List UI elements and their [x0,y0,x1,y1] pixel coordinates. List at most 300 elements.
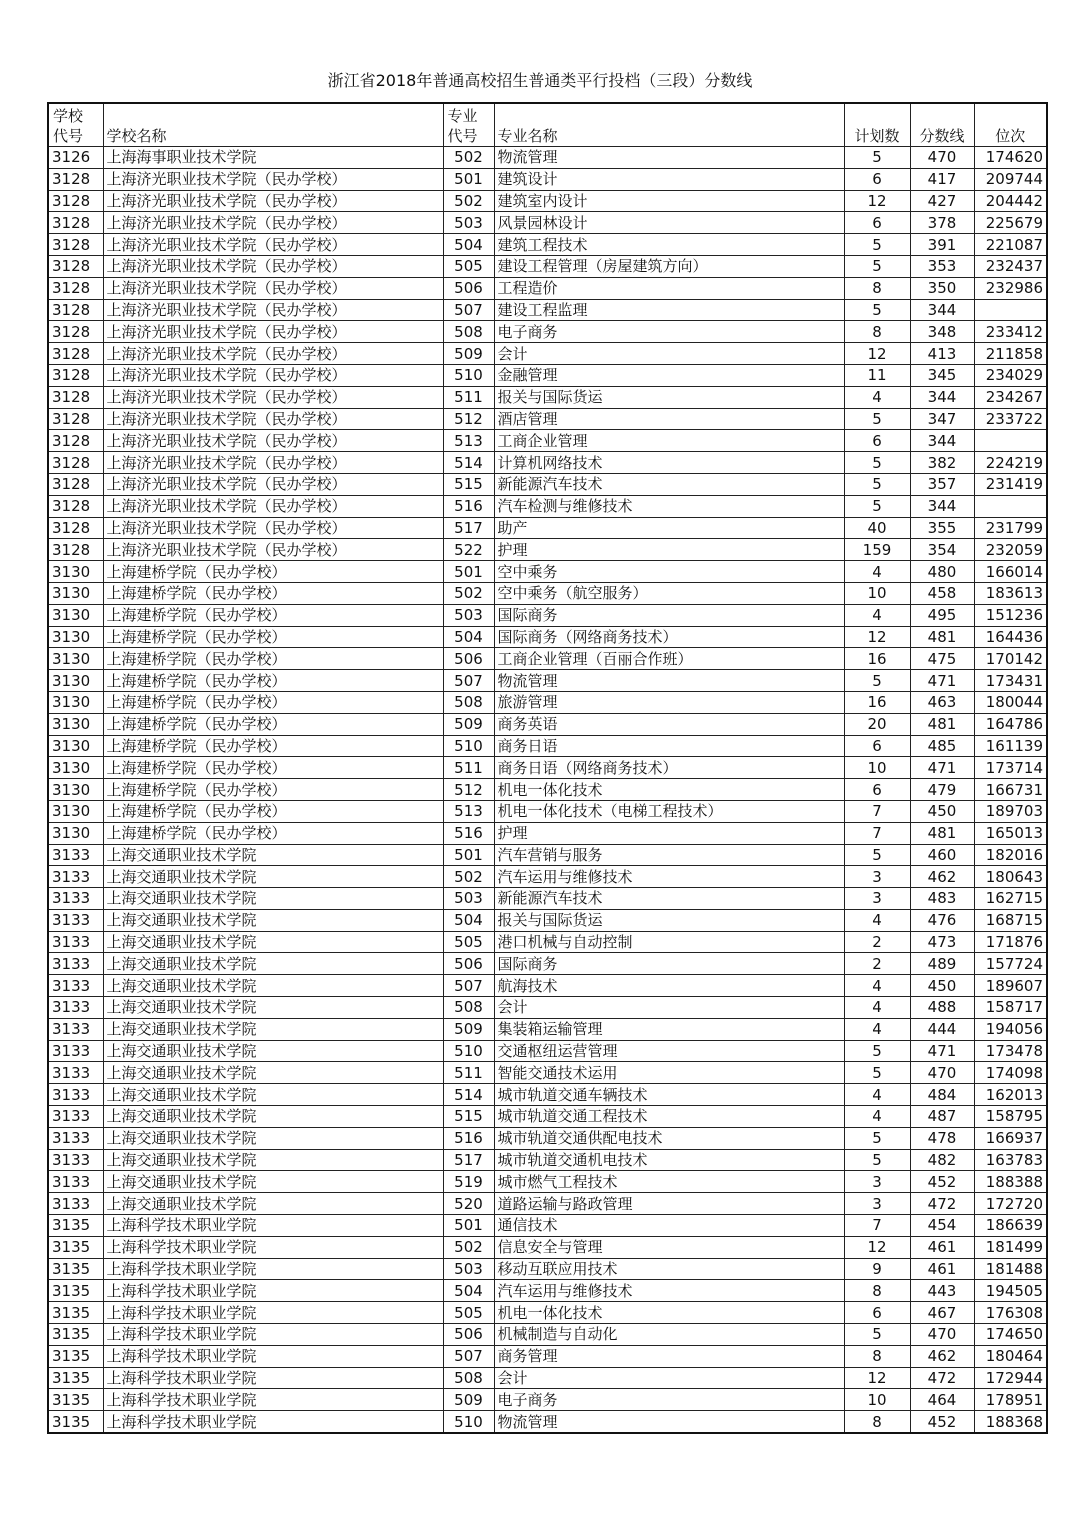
cell-major-code: 508 [443,1367,494,1389]
cell-score: 452 [910,1171,974,1193]
cell-major-name: 新能源汽车技术 [494,888,844,910]
cell-major-name: 助产 [494,517,844,539]
cell-major-code: 504 [443,234,494,256]
cell-rank: 180643 [974,866,1047,888]
table-row [48,386,1047,408]
cell-school-name: 上海建桥学院（民办学校） [103,800,443,822]
cell-school-name: 上海建桥学院（民办学校） [103,779,443,801]
cell-major-code: 507 [443,670,494,692]
cell-score: 470 [910,147,974,169]
cell-rank: 221087 [974,234,1047,256]
cell-plan: 6 [844,168,910,190]
cell-major-name: 国际商务 [494,604,844,626]
cell-score: 489 [910,953,974,975]
cell-rank: 232059 [974,539,1047,561]
cell-score: 357 [910,473,974,495]
cell-major-name: 物流管理 [494,147,844,169]
cell-score: 462 [910,866,974,888]
cell-score: 481 [910,822,974,844]
header-major-code-line2: 代号 [447,127,478,145]
cell-school-name: 上海交通职业技术学院 [103,1040,443,1062]
table-row [48,713,1047,735]
cell-major-code: 509 [443,713,494,735]
cell-major-code: 517 [443,1149,494,1171]
table-row [48,517,1047,539]
cell-school-name: 上海科学技术职业学院 [103,1324,443,1346]
cell-plan: 5 [844,299,910,321]
cell-major-name: 电子商务 [494,321,844,343]
table-row [48,277,1047,299]
cell-score: 488 [910,997,974,1019]
cell-plan: 11 [844,364,910,386]
cell-school-code: 3128 [48,452,103,474]
cell-rank: 166937 [974,1127,1047,1149]
cell-school-name: 上海济光职业技术学院（民办学校） [103,495,443,517]
cell-major-name: 工商企业管理（百丽合作班） [494,648,844,670]
cell-school-code: 3135 [48,1367,103,1389]
header-school-code [48,103,103,147]
cell-major-code: 510 [443,364,494,386]
cell-major-name: 道路运输与路政管理 [494,1193,844,1215]
table-row [48,539,1047,561]
cell-school-code: 3130 [48,626,103,648]
cell-rank: 188368 [974,1411,1047,1433]
cell-rank: 186639 [974,1215,1047,1237]
cell-school-code: 3130 [48,604,103,626]
cell-major-name: 汽车检测与维修技术 [494,495,844,517]
cell-school-code: 3128 [48,212,103,234]
cell-school-name: 上海建桥学院（民办学校） [103,822,443,844]
cell-major-name: 汽车运用与维修技术 [494,1280,844,1302]
cell-major-name: 交通枢纽运营管理 [494,1040,844,1062]
cell-major-name: 报关与国际货运 [494,909,844,931]
cell-score: 472 [910,1193,974,1215]
cell-score: 464 [910,1389,974,1411]
table-row [48,299,1047,321]
table-row [48,953,1047,975]
header-school-code-line2: 代号 [53,127,84,145]
cell-school-code: 3130 [48,757,103,779]
document-title: 浙江省2018年普通高校招生普通类平行投档（三段）分数线 [327,71,753,90]
cell-major-name: 商务管理 [494,1345,844,1367]
header-row [48,103,1047,147]
cell-score: 450 [910,975,974,997]
cell-score: 462 [910,1345,974,1367]
cell-rank: 173431 [974,670,1047,692]
cell-score: 348 [910,321,974,343]
cell-major-name: 国际商务（网络商务技术） [494,626,844,648]
cell-plan: 3 [844,866,910,888]
cell-school-code: 3135 [48,1324,103,1346]
cell-major-name: 会计 [494,997,844,1019]
cell-plan: 5 [844,452,910,474]
table-row [48,1127,1047,1149]
cell-school-name: 上海建桥学院（民办学校） [103,561,443,583]
cell-major-name: 建筑室内设计 [494,190,844,212]
cell-score: 378 [910,212,974,234]
table-row [48,1411,1047,1433]
cell-rank: 176308 [974,1302,1047,1324]
table-row [48,779,1047,801]
cell-score: 344 [910,299,974,321]
table-row [48,997,1047,1019]
cell-school-code: 3135 [48,1389,103,1411]
cell-score: 452 [910,1411,974,1433]
cell-rank: 209744 [974,168,1047,190]
table-row [48,604,1047,626]
cell-school-code: 3133 [48,1062,103,1084]
cell-major-name: 物流管理 [494,670,844,692]
cell-school-code: 3133 [48,1127,103,1149]
cell-rank: 164436 [974,626,1047,648]
cell-plan: 8 [844,1345,910,1367]
cell-major-name: 酒店管理 [494,408,844,430]
table-row [48,822,1047,844]
cell-score: 458 [910,582,974,604]
cell-rank: 170142 [974,648,1047,670]
table-row [48,430,1047,452]
cell-major-name: 护理 [494,822,844,844]
cell-score: 417 [910,168,974,190]
cell-school-code: 3133 [48,997,103,1019]
cell-rank: 174620 [974,147,1047,169]
cell-rank: 166014 [974,561,1047,583]
cell-school-name: 上海济光职业技术学院（民办学校） [103,277,443,299]
cell-rank: 158795 [974,1106,1047,1128]
cell-rank: 165013 [974,822,1047,844]
table-row [48,582,1047,604]
table-row [48,909,1047,931]
cell-plan: 2 [844,953,910,975]
cell-school-code: 3128 [48,255,103,277]
cell-plan: 6 [844,212,910,234]
cell-school-code: 3135 [48,1280,103,1302]
cell-major-name: 建筑工程技术 [494,234,844,256]
cell-plan: 5 [844,1062,910,1084]
cell-school-name: 上海科学技术职业学院 [103,1389,443,1411]
cell-score: 461 [910,1258,974,1280]
cell-major-name: 会计 [494,343,844,365]
table-row [48,561,1047,583]
cell-school-code: 3130 [48,822,103,844]
table-row [48,1258,1047,1280]
cell-plan: 8 [844,1411,910,1433]
cell-school-name: 上海济光职业技术学院（民办学校） [103,364,443,386]
cell-rank: 232986 [974,277,1047,299]
cell-school-name: 上海济光职业技术学院（民办学校） [103,430,443,452]
cell-school-code: 3128 [48,277,103,299]
cell-major-code: 512 [443,408,494,430]
cell-school-name: 上海科学技术职业学院 [103,1367,443,1389]
table-row [48,800,1047,822]
cell-major-name: 城市燃气工程技术 [494,1171,844,1193]
cell-major-name: 风景园林设计 [494,212,844,234]
cell-major-code: 516 [443,1127,494,1149]
cell-rank: 172720 [974,1193,1047,1215]
cell-score: 350 [910,277,974,299]
table-row [48,147,1047,169]
cell-score: 354 [910,539,974,561]
table-row [48,255,1047,277]
cell-school-name: 上海科学技术职业学院 [103,1345,443,1367]
cell-school-name: 上海建桥学院（民办学校） [103,670,443,692]
cell-school-name: 上海济光职业技术学院（民办学校） [103,299,443,321]
cell-rank: 166731 [974,779,1047,801]
table-row [48,866,1047,888]
cell-school-code: 3133 [48,953,103,975]
cell-score: 454 [910,1215,974,1237]
cell-major-code: 509 [443,1018,494,1040]
table-row [48,626,1047,648]
cell-plan: 12 [844,626,910,648]
cell-major-name: 城市轨道交通供配电技术 [494,1127,844,1149]
cell-major-code: 508 [443,997,494,1019]
cell-rank: 194056 [974,1018,1047,1040]
cell-school-code: 3128 [48,364,103,386]
cell-school-name: 上海建桥学院（民办学校） [103,604,443,626]
cell-rank: 157724 [974,953,1047,975]
cell-major-code: 513 [443,800,494,822]
table-row [48,1389,1047,1411]
cell-school-code: 3130 [48,713,103,735]
cell-school-code: 3133 [48,888,103,910]
cell-school-name: 上海交通职业技术学院 [103,1018,443,1040]
cell-rank: 172944 [974,1367,1047,1389]
cell-plan: 4 [844,909,910,931]
cell-rank: 188388 [974,1171,1047,1193]
cell-major-name: 电子商务 [494,1389,844,1411]
table-row [48,757,1047,779]
cell-school-name: 上海济光职业技术学院（民办学校） [103,190,443,212]
cell-rank: 211858 [974,343,1047,365]
cell-school-code: 3133 [48,844,103,866]
cell-major-code: 503 [443,212,494,234]
cell-score: 470 [910,1324,974,1346]
cell-major-name: 通信技术 [494,1215,844,1237]
cell-school-code: 3128 [48,386,103,408]
cell-school-code: 3128 [48,495,103,517]
table-row [48,1215,1047,1237]
cell-school-name: 上海交通职业技术学院 [103,1084,443,1106]
cell-plan: 5 [844,844,910,866]
table-row [48,975,1047,997]
cell-school-code: 3128 [48,234,103,256]
cell-school-code: 3128 [48,430,103,452]
cell-major-code: 503 [443,1258,494,1280]
cell-major-code: 507 [443,1345,494,1367]
cell-plan: 4 [844,1018,910,1040]
cell-plan: 6 [844,735,910,757]
cell-rank: 162715 [974,888,1047,910]
cell-score: 471 [910,757,974,779]
cell-school-code: 3128 [48,190,103,212]
cell-school-code: 3135 [48,1345,103,1367]
cell-rank: 163783 [974,1149,1047,1171]
table-row [48,473,1047,495]
cell-school-name: 上海建桥学院（民办学校） [103,582,443,604]
cell-major-code: 522 [443,539,494,561]
cell-plan: 8 [844,1280,910,1302]
cell-major-code: 509 [443,343,494,365]
cell-score: 470 [910,1062,974,1084]
cell-score: 473 [910,931,974,953]
cell-plan: 3 [844,888,910,910]
cell-major-code: 517 [443,517,494,539]
cell-major-name: 建设工程管理（房屋建筑方向） [494,255,844,277]
cell-major-name: 报关与国际货运 [494,386,844,408]
cell-school-code: 3133 [48,909,103,931]
cell-rank: 151236 [974,604,1047,626]
cell-major-code: 511 [443,1062,494,1084]
cell-major-code: 514 [443,452,494,474]
cell-rank: 168715 [974,909,1047,931]
cell-major-code: 519 [443,1171,494,1193]
cell-rank: 161139 [974,735,1047,757]
cell-major-code: 502 [443,1236,494,1258]
cell-school-code: 3130 [48,561,103,583]
cell-rank: 164786 [974,713,1047,735]
cell-major-code: 506 [443,953,494,975]
cell-school-code: 3128 [48,473,103,495]
cell-school-code: 3135 [48,1236,103,1258]
cell-score: 481 [910,626,974,648]
cell-school-code: 3128 [48,343,103,365]
cell-plan: 3 [844,1171,910,1193]
table-row [48,1324,1047,1346]
cell-plan: 5 [844,473,910,495]
cell-major-name: 机械制造与自动化 [494,1324,844,1346]
cell-score: 480 [910,561,974,583]
cell-rank: 173478 [974,1040,1047,1062]
cell-rank: 173714 [974,757,1047,779]
cell-school-code: 3133 [48,866,103,888]
cell-rank: 181499 [974,1236,1047,1258]
cell-major-name: 信息安全与管理 [494,1236,844,1258]
header-school-name: 学校名称 [103,103,443,147]
cell-rank: 158717 [974,997,1047,1019]
cell-major-code: 510 [443,1040,494,1062]
cell-plan: 5 [844,1127,910,1149]
cell-rank: 231419 [974,473,1047,495]
cell-major-name: 港口机械与自动控制 [494,931,844,953]
cell-major-code: 506 [443,277,494,299]
cell-score: 344 [910,495,974,517]
cell-rank: 233722 [974,408,1047,430]
cell-school-name: 上海建桥学院（民办学校） [103,713,443,735]
cell-plan: 5 [844,234,910,256]
cell-school-name: 上海济光职业技术学院（民办学校） [103,321,443,343]
cell-score: 391 [910,234,974,256]
cell-score: 472 [910,1367,974,1389]
cell-score: 344 [910,430,974,452]
table-row [48,364,1047,386]
table-row [48,844,1047,866]
cell-school-name: 上海建桥学院（民办学校） [103,691,443,713]
table-row [48,1345,1047,1367]
cell-major-name: 汽车营销与服务 [494,844,844,866]
cell-rank: 232437 [974,255,1047,277]
cell-major-code: 501 [443,1215,494,1237]
cell-plan: 10 [844,757,910,779]
cell-rank: 234029 [974,364,1047,386]
cell-major-name: 商务英语 [494,713,844,735]
cell-school-name: 上海交通职业技术学院 [103,1127,443,1149]
cell-school-name: 上海济光职业技术学院（民办学校） [103,212,443,234]
cell-rank: 224219 [974,452,1047,474]
cell-rank: 162013 [974,1084,1047,1106]
cell-school-name: 上海交通职业技术学院 [103,1062,443,1084]
cell-rank: 171876 [974,931,1047,953]
cell-score: 347 [910,408,974,430]
cell-major-code: 505 [443,1302,494,1324]
cell-plan: 5 [844,1324,910,1346]
header-school-code-line1: 学校 [53,107,84,125]
table-row [48,343,1047,365]
cell-school-name: 上海交通职业技术学院 [103,1106,443,1128]
cell-major-code: 506 [443,1324,494,1346]
cell-plan: 20 [844,713,910,735]
cell-rank: 194505 [974,1280,1047,1302]
cell-score: 450 [910,800,974,822]
cell-score: 476 [910,909,974,931]
cell-major-code: 508 [443,321,494,343]
cell-school-name: 上海交通职业技术学院 [103,844,443,866]
cell-school-name: 上海交通职业技术学院 [103,1193,443,1215]
cell-school-name: 上海济光职业技术学院（民办学校） [103,386,443,408]
cell-school-code: 3133 [48,1106,103,1128]
cell-school-code: 3130 [48,800,103,822]
cell-plan: 2 [844,931,910,953]
cell-plan: 6 [844,1302,910,1324]
header-score: 分数线 [910,103,974,147]
cell-major-code: 520 [443,1193,494,1215]
cell-major-name: 商务日语（网络商务技术） [494,757,844,779]
cell-plan: 10 [844,582,910,604]
cell-major-code: 514 [443,1084,494,1106]
cell-major-code: 502 [443,147,494,169]
cell-school-name: 上海建桥学院（民办学校） [103,626,443,648]
cell-school-code: 3133 [48,1018,103,1040]
cell-major-code: 502 [443,866,494,888]
cell-plan: 12 [844,1236,910,1258]
cell-score: 495 [910,604,974,626]
cell-school-code: 3133 [48,1040,103,1062]
cell-major-code: 504 [443,626,494,648]
table-row [48,931,1047,953]
cell-rank [974,430,1047,452]
cell-rank: 189607 [974,975,1047,997]
cell-school-name: 上海科学技术职业学院 [103,1236,443,1258]
cell-school-code: 3130 [48,670,103,692]
cell-major-code: 502 [443,582,494,604]
cell-school-code: 3130 [48,735,103,757]
cell-score: 478 [910,1127,974,1149]
cell-major-name: 计算机网络技术 [494,452,844,474]
cell-score: 482 [910,1149,974,1171]
table-row [48,1149,1047,1171]
cell-plan: 8 [844,321,910,343]
cell-plan: 16 [844,691,910,713]
table-row [48,1367,1047,1389]
cell-score: 353 [910,255,974,277]
cell-plan: 6 [844,779,910,801]
cell-score: 382 [910,452,974,474]
score-table [47,102,1048,1434]
cell-school-code: 3126 [48,147,103,169]
table-row [48,321,1047,343]
cell-rank: 234267 [974,386,1047,408]
cell-school-name: 上海交通职业技术学院 [103,975,443,997]
